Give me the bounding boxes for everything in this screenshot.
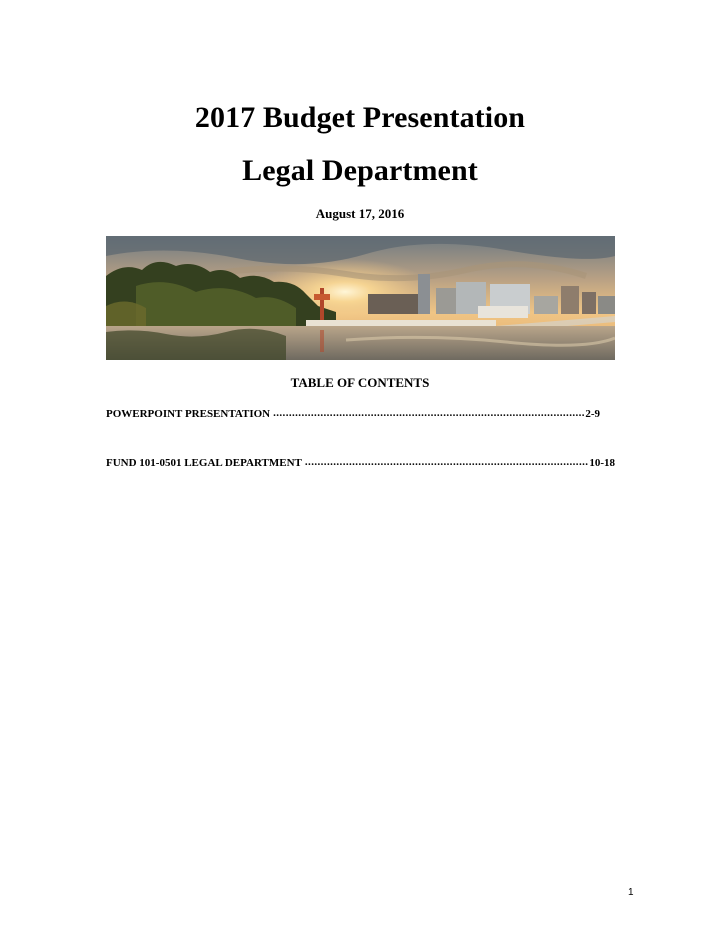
toc-entry-label: FUND 101-0501 LEGAL DEPARTMENT [106,457,302,469]
toc-entry-pages: 10-18 [589,457,615,469]
toc-heading: TABLE OF CONTENTS [290,375,430,390]
toc-entry-legal-fund[interactable] [106,455,615,469]
city-river-banner-image [106,236,615,360]
toc-entry-pages: 2-9 [585,408,600,420]
page-number: 1 [628,887,634,898]
presentation-date: August 17, 2016 [315,206,405,221]
document-title: 2017 Budget Presentation [194,101,526,134]
toc-dot-leader [273,406,584,417]
department-title: Legal Department [242,154,478,187]
toc-dot-leader [305,455,588,466]
toc-entry-label: POWERPOINT PRESENTATION [106,408,271,420]
city-river-sunset-photo-icon [106,236,615,360]
toc-entry-powerpoint[interactable] [106,406,600,420]
